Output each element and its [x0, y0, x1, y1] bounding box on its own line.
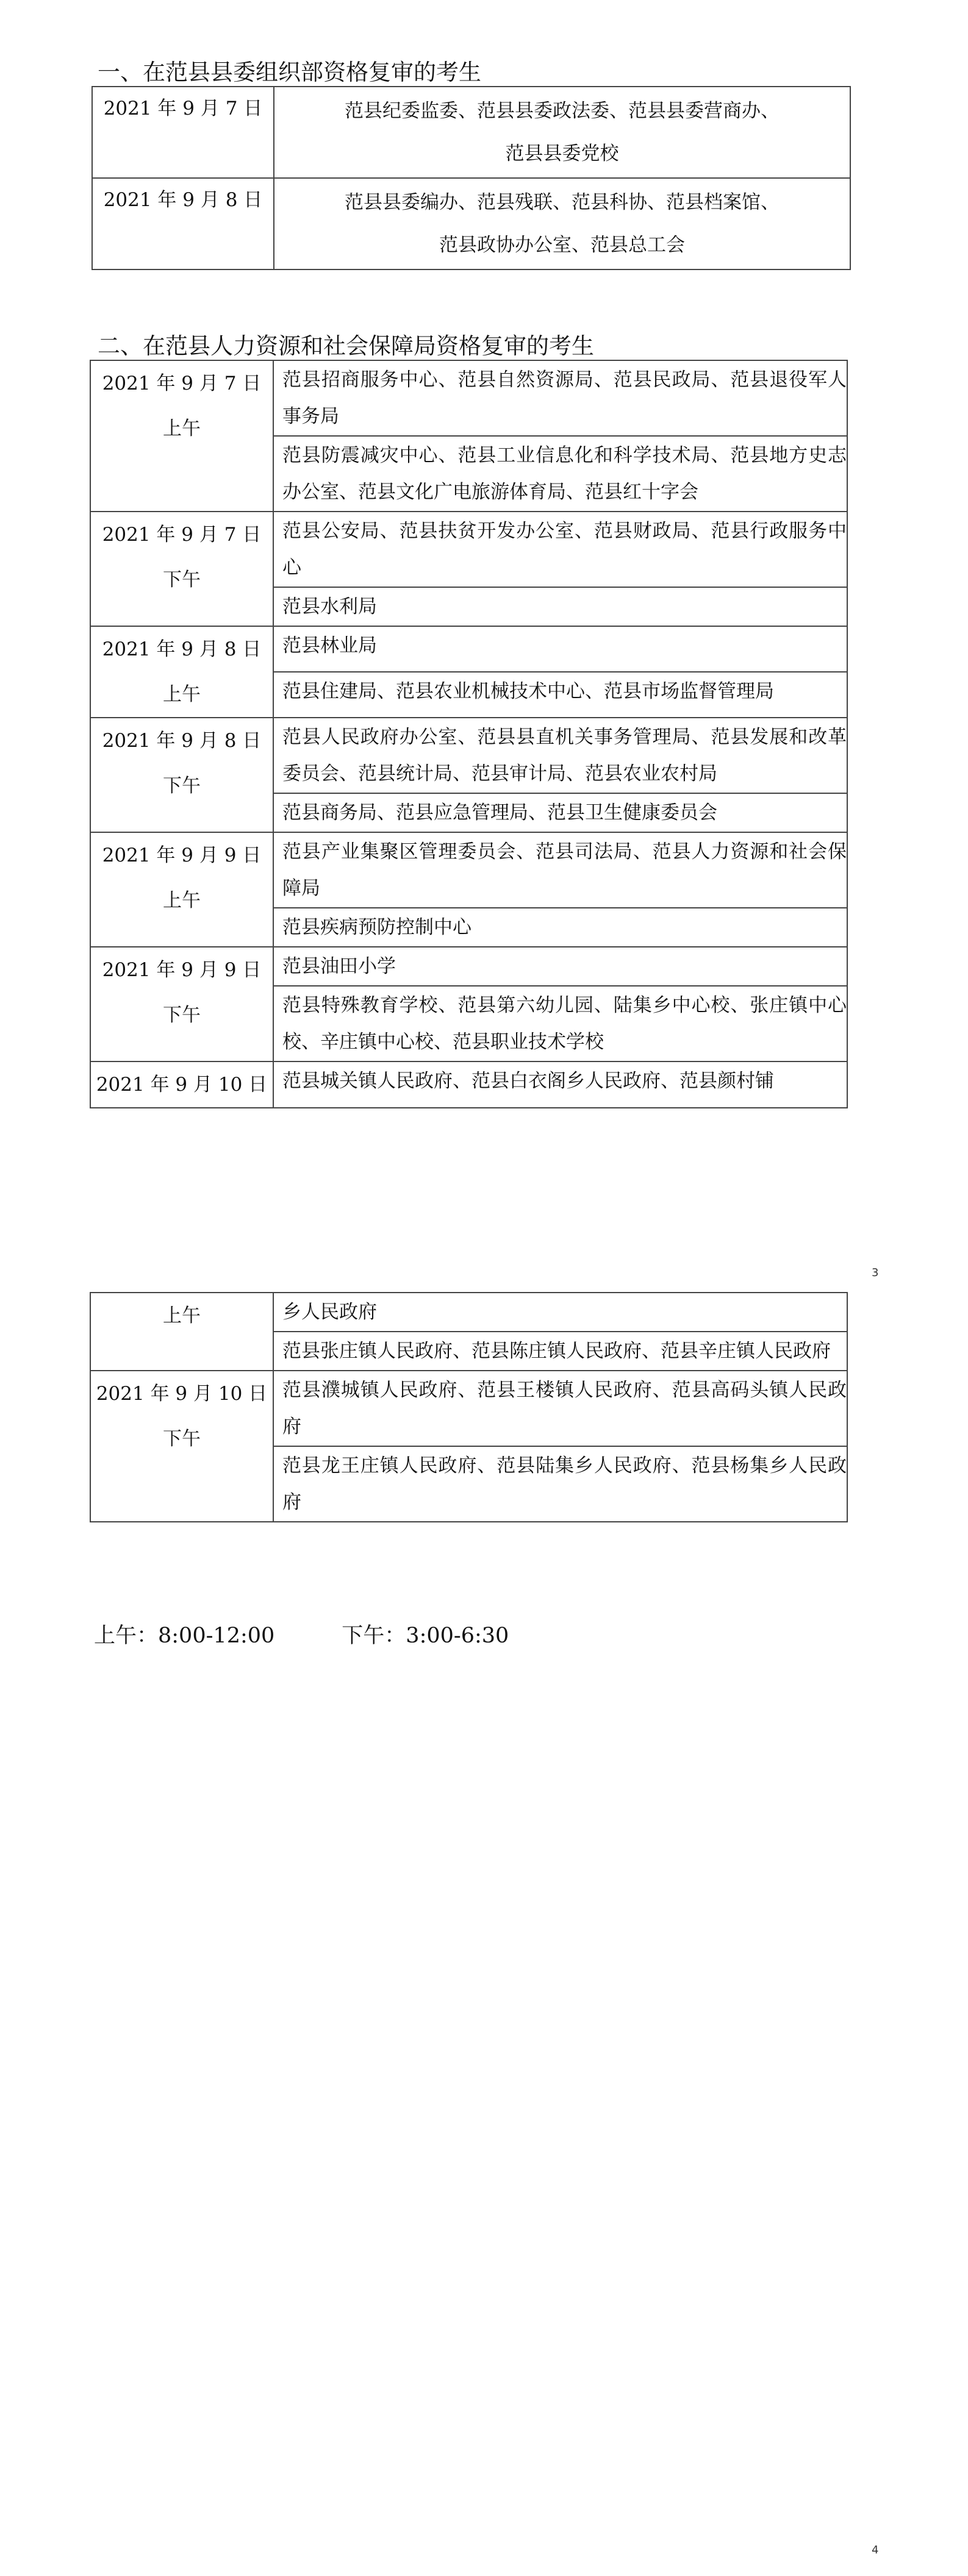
office-hours: [94, 1619, 509, 1649]
period-text: 上午: [163, 1305, 201, 1327]
afternoon-hours: 下午：3:00-6:30: [342, 1624, 509, 1648]
units-cell: 范县龙王庄镇人民政府、范县陆集乡人民政府、范县杨集乡人民政府: [273, 1446, 847, 1522]
period-text: 上午: [163, 683, 201, 705]
table-row: [90, 626, 847, 672]
units-line: 范县县委编办、范县残联、范县科协、范县档案馆、: [345, 191, 780, 213]
date-cell: [90, 718, 273, 832]
units-cell: [274, 178, 850, 269]
period-text: 上午: [163, 418, 201, 440]
date-cell: [90, 1061, 273, 1108]
units-cell: 范县防震减灾中心、范县工业信息化和科学技术局、范县地方史志办公室、范县文化广电旅游体育局、范县红十字会: [273, 436, 847, 512]
units-line: 范县政协办公室、范县总工会: [439, 234, 685, 256]
page-number: 3: [872, 1266, 879, 1279]
date-text: 2021 年 9 月 9 日: [102, 844, 262, 866]
units-cell: 范县招商服务中心、范县自然资源局、范县民政局、范县退役军人事务局: [273, 360, 847, 436]
table-row: [90, 832, 847, 908]
units-cell: 范县濮城镇人民政府、范县王楼镇人民政府、范县高码头镇人民政府: [273, 1371, 847, 1446]
table-row: [90, 512, 847, 587]
units-cell: 范县商务局、范县应急管理局、范县卫生健康委员会: [273, 793, 847, 832]
units-cell: 范县油田小学: [273, 947, 847, 986]
period-text: 下午: [163, 1004, 201, 1026]
units-cell: 乡人民政府: [273, 1293, 847, 1332]
units-cell: 范县水利局: [273, 587, 847, 626]
units-cell: 范县公安局、范县扶贫开发办公室、范县财政局、范县行政服务中心: [273, 512, 847, 587]
section2-table: [90, 360, 848, 1108]
units-cell: 范县城关镇人民政府、范县白衣阁乡人民政府、范县颜村铺: [273, 1061, 847, 1108]
table-row: [90, 1293, 847, 1332]
table-row: [92, 87, 850, 178]
date-cell: 2021 年 9 月 7 日: [92, 87, 274, 178]
units-line: 范县纪委监委、范县县委政法委、范县县委营商办、: [345, 100, 780, 122]
date-cell: [90, 360, 273, 512]
units-line: 范县县委党校: [505, 143, 619, 165]
date-cell: [90, 512, 273, 626]
morning-hours: 上午：8:00-12:00: [94, 1624, 275, 1648]
period-text: 下午: [163, 775, 201, 797]
table-row: [90, 947, 847, 986]
date-cell: 2021 年 9 月 8 日: [92, 178, 274, 269]
units-cell: 范县人民政府办公室、范县县直机关事务管理局、范县发展和改革委员会、范县统计局、范县审计局、范县农业农村局: [273, 718, 847, 793]
units-cell: 范县林业局: [273, 626, 847, 672]
period-text: 下午: [163, 569, 201, 591]
date-text: 2021 年 9 月 7 日: [102, 524, 262, 546]
units-cell: 范县特殊教育学校、范县第六幼儿园、陆集乡中心校、张庄镇中心校、辛庄镇中心校、范县职业技术学校: [273, 986, 847, 1061]
date-text: 2021 年 9 月 10 日: [96, 1383, 268, 1405]
units-cell: [274, 87, 850, 178]
date-text: 2021 年 9 月 9 日: [102, 959, 262, 981]
table-row: [90, 360, 847, 436]
units-cell: 范县疾病预防控制中心: [273, 908, 847, 947]
section2-table-continued: [90, 1292, 848, 1522]
date-text: 2021 年 9 月 10 日: [96, 1074, 268, 1096]
section1-table: [91, 86, 851, 270]
date-cell: [90, 626, 273, 718]
period-text: 上午: [163, 890, 201, 912]
section2-heading: 二、在范县人力资源和社会保障局资格复审的考生: [98, 333, 594, 359]
date-cell: [90, 1371, 273, 1522]
table-row: [90, 1371, 847, 1446]
table-row: [90, 1061, 847, 1108]
table-row: [90, 718, 847, 793]
date-cell: [90, 947, 273, 1061]
page-number: 4: [872, 2544, 879, 2556]
units-cell: 范县张庄镇人民政府、范县陈庄镇人民政府、范县辛庄镇人民政府: [273, 1332, 847, 1371]
units-cell: 范县住建局、范县农业机械技术中心、范县市场监督管理局: [273, 672, 847, 718]
table-row: [92, 178, 850, 269]
date-cell: [90, 1293, 273, 1371]
date-text: 2021 年 9 月 8 日: [102, 730, 262, 752]
period-text: 下午: [163, 1428, 201, 1450]
section1-heading: 一、在范县县委组织部资格复审的考生: [98, 59, 481, 85]
date-text: 2021 年 9 月 8 日: [102, 638, 262, 660]
units-cell: 范县产业集聚区管理委员会、范县司法局、范县人力资源和社会保障局: [273, 832, 847, 908]
date-cell: [90, 832, 273, 947]
date-text: 2021 年 9 月 7 日: [102, 373, 262, 394]
